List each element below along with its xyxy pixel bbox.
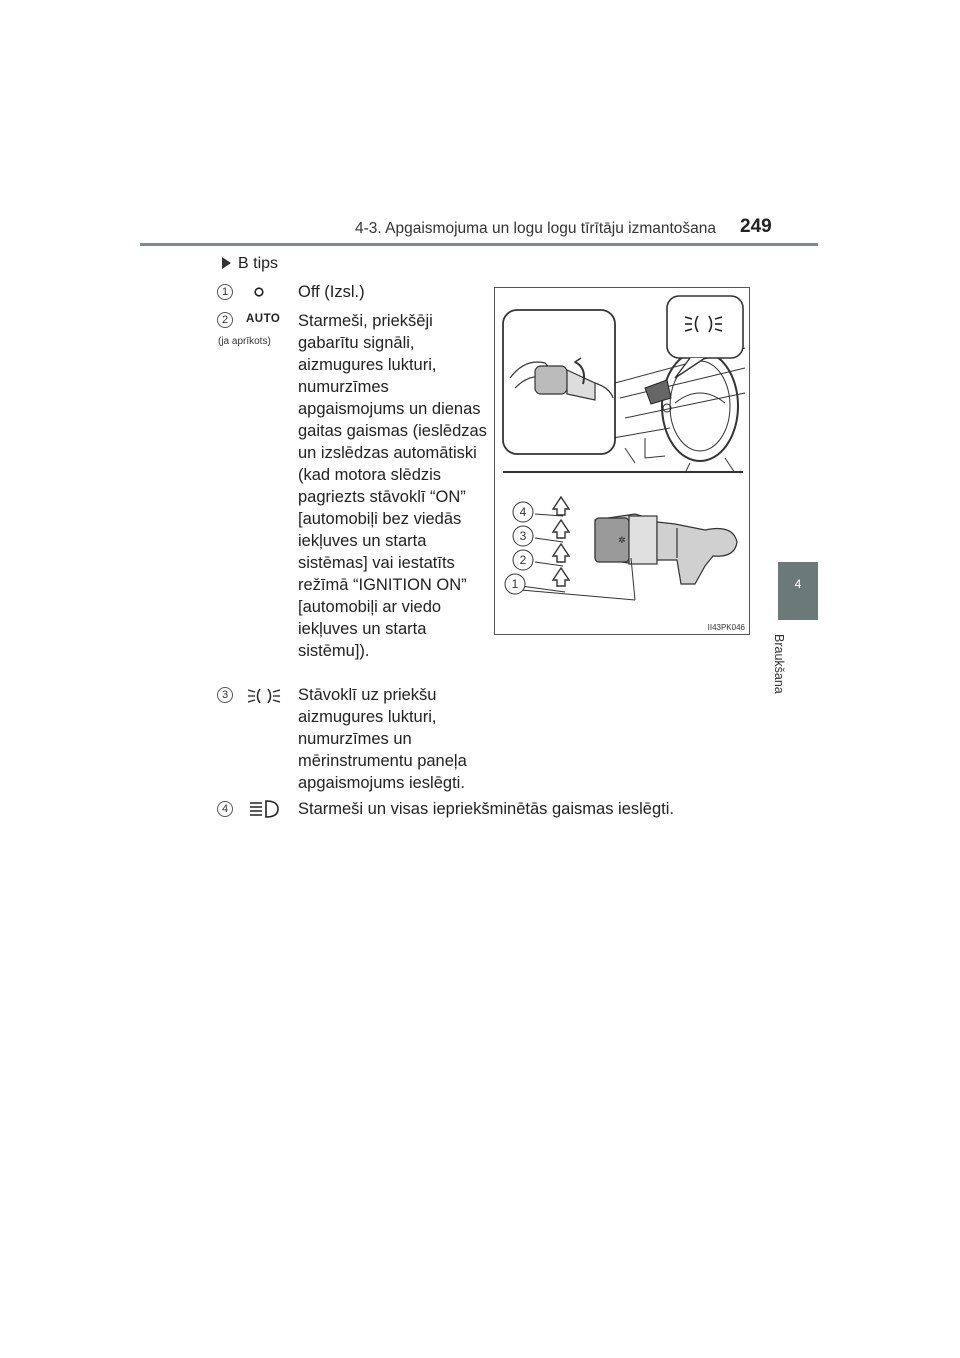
callout-2: 2 [519,553,527,567]
callout-4: 4 [519,505,527,519]
item-text-4: Starmeši un visas iepriekšminētās gaismas ieslēgti. [298,800,674,818]
parking-lights-icon [246,686,286,711]
type-label: B tips [238,255,279,272]
item-text-2: Starmeši, priekšēji gabarītu signāli, aizmugures lukturi, numurzīmes apgaismojums un dienas gaitas gaismas (ieslēdzas un izslēdzas automātiski (kad motora slēdzis pagriezts stāvoklī “ON” [automobiļi bez viedās iekļuves un starta sistēmas] vai iestatīts režīmā “IGNITION ON” [automobiļi ar viedo iekļuves un starta sistēmu]). [298,312,487,660]
auto-mode-icon: AUTO [246,313,281,325]
equipped-note: (ja aprīkots) [218,336,271,347]
off-circle-icon [253,285,265,303]
item-number-2: 2 [217,312,233,328]
figure-code: II43PK046 [707,623,745,632]
item-number-4: 4 [217,801,233,817]
item-text-1: Off (Izsl.) [298,283,365,301]
callout-1: 1 [511,577,519,591]
section-title: 4-3. Apgaismojuma un logu logu tīrītāju izmantošana [355,220,717,237]
svg-text:✲: ✲ [618,536,626,546]
figure-illustration [494,287,750,635]
item-text-3: Stāvoklī uz priekšu aizmugures lukturi, numurzīmes un mērinstrumentu paneļa apgaismojums ieslēgti. [298,686,467,792]
item-number-3: 3 [217,687,233,703]
headlight-switch-drawing [495,288,749,634]
chapter-label-text: Braukšana [772,634,786,694]
callout-3: 3 [519,529,527,543]
triangle-bullet-icon [222,257,231,269]
headlight-icon [246,798,286,825]
chapter-label [772,634,810,714]
page-number: 249 [740,216,772,237]
item-number-1: 1 [217,284,233,300]
type-heading [222,255,278,273]
header-rule [140,243,818,246]
chapter-tab: 4 [778,562,818,620]
